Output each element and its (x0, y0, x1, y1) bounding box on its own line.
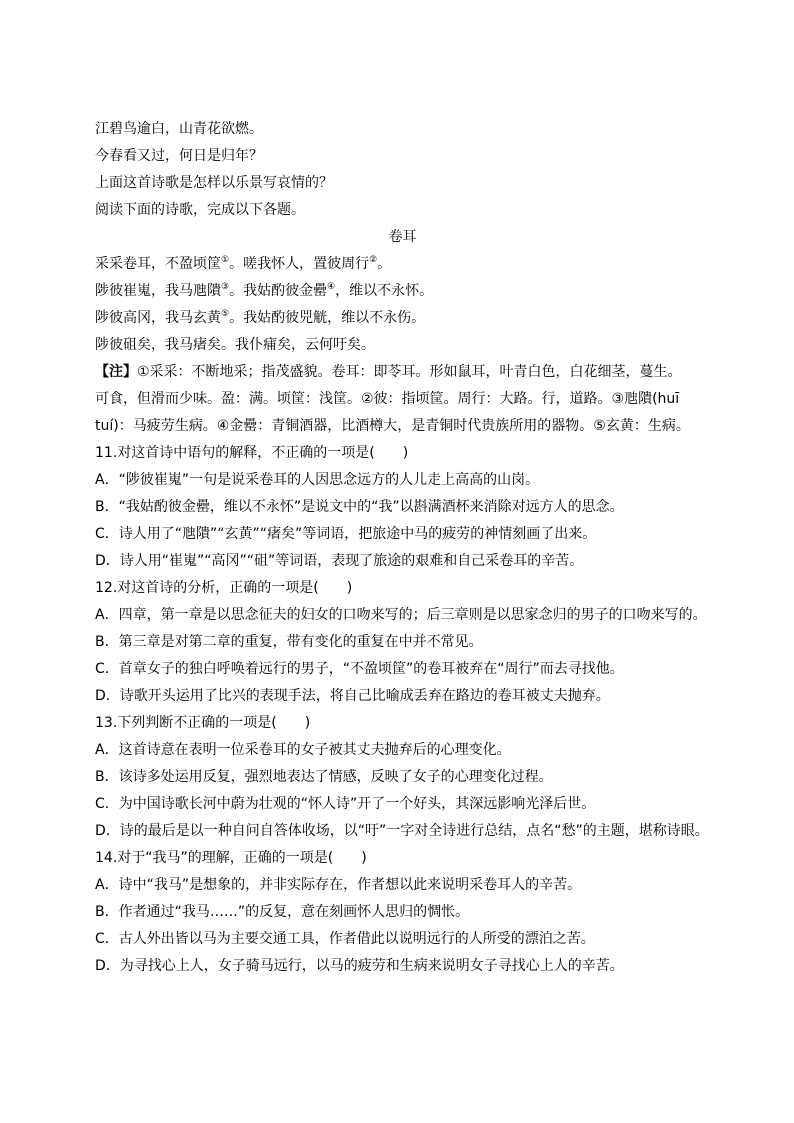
previous-question: 上面这首诗歌是怎样以乐景写哀情的？ (95, 175, 333, 191)
option-a: A．诗中“我马”是想象的，并非实际存在，作者想以此来说明采卷耳人的辛苦。 (95, 877, 582, 893)
question-13 (95, 710, 710, 845)
question-12 (95, 575, 710, 710)
poem-title: 卷耳 (388, 229, 417, 245)
poem-line: 陟彼崔嵬，我马虺隤③。我姑酌彼金罍④，维以不永怀。 (95, 282, 434, 299)
option-d: D．诗歌开头运用了比兴的表现手法，将自己比喻成丢弃在路边的卷耳被丈夫抛弃。 (95, 688, 610, 704)
footnote-marker: ① (221, 255, 230, 265)
poem-line: 今春看又过，何日是归年？ (95, 148, 263, 164)
option-b: B．“我姑酌彼金罍，维以不永怀”是说文中的“我”以斟满酒杯来消除对远方人的思念。 (95, 499, 624, 515)
document-body (95, 116, 710, 980)
footnote-marker: ② (369, 255, 378, 265)
question-stem: 11.对这首诗中语句的解释，不正确的一项是( ) (95, 445, 409, 461)
option-c: C．首章女子的独白呼唤着远行的男子，“不盈顷筐”的卷耳被弃在“周行”而去寻找他。 (95, 661, 624, 677)
reading-instruction: 阅读下面的诗歌，完成以下各题。 (95, 202, 305, 218)
question-stem: 14.对于“我马”的理解，正确的一项是( ) (95, 850, 367, 866)
question-11 (95, 440, 710, 575)
option-b: B．该诗多处运用反复，强烈地表达了情感，反映了女子的心理变化过程。 (95, 769, 553, 785)
poem-line: 江碧鸟逾白，山青花欲燃。 (95, 121, 263, 137)
note-line: tuí)：马疲劳生病。④金罍：青铜酒器，比酒樽大，是青铜时代贵族所用的器物。⑤玄黄：生病。 (95, 418, 690, 434)
option-a: A．“陟彼崔嵬”一句是说采卷耳的人因思念远方的人儿走上高高的山岗。 (95, 472, 540, 488)
note-tag: 【注】 (95, 364, 137, 380)
option-c: C．古人外出皆以马为主要交通工具，作者借此以说明远行的人所受的漂泊之苦。 (95, 931, 595, 947)
footnote-marker: ③ (221, 282, 230, 292)
poem-line: 陟彼高冈，我马玄黄⑤。我姑酌彼兕觥，维以不永伤。 (95, 309, 426, 326)
note-line: 【注】①采采：不断地采；指茂盛貌。卷耳：即苓耳。形如鼠耳，叶青白色，白花细茎，蔓生。 (95, 364, 682, 380)
poem-line: 采采卷耳，不盈顷筐①。嗟我怀人，置彼周行②。 (95, 255, 392, 272)
question-stem: 12.对这首诗的分析，正确的一项是( ) (95, 580, 353, 596)
option-c: C．为中国诗歌长河中蔚为壮观的“怀人诗”开了一个好头，其深远影响光泽后世。 (95, 796, 596, 812)
footnote-marker: ④ (327, 282, 336, 292)
question-14 (95, 845, 710, 980)
option-b: B．第三章是对第二章的重复，带有变化的重复在中并不常见。 (95, 634, 483, 650)
poem-line: 陟彼砠矣，我马瘏矣。我仆痡矣，云何吁矣。 (95, 337, 375, 353)
option-d: D．诗人用“崔嵬”“高冈”“砠”等词语，表现了旅途的艰难和自己采卷耳的辛苦。 (95, 553, 584, 569)
option-c: C．诗人用了“虺隤”“玄黄”“瘏矣”等词语，把旅途中马的疲劳的神情刻画了出来。 (95, 526, 597, 542)
footnote-marker: ⑤ (221, 309, 230, 319)
option-d: D．为寻找心上人，女子骑马远行，以马的疲劳和生病来说明女子寻找心上人的辛苦。 (95, 958, 624, 974)
note-line: 可食，但滑而少味。盈：满。顷筐：浅筐。②彼：指顷筐。周行：大路。行，道路。③虺隤(huī (95, 391, 680, 407)
option-b: B．作者通过“我马……”的反复，意在刻画怀人思归的惆怅。 (95, 904, 470, 920)
option-a: A．四章，第一章是以思念征夫的妇女的口吻来写的；后三章则是以思家念归的男子的口吻来写的。 (95, 607, 707, 623)
option-a: A．这首诗意在表明一位采卷耳的女子被其丈夫抛弃后的心理变化。 (95, 742, 511, 758)
question-stem: 13.下列判断不正确的一项是( ) (95, 715, 311, 731)
option-d: D．诗的最后是以一种自问自答体收场，以“吁”一字对全诗进行总结，点名“愁”的主题，堪称诗眼。 (95, 823, 709, 839)
